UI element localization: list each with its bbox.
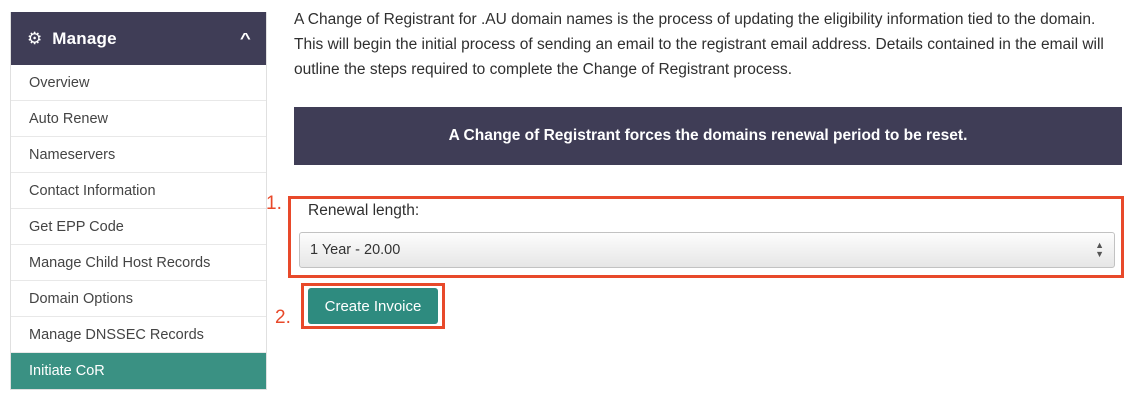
intro-paragraph: A Change of Registrant for .AU domain names is the process of updating the eligibility information tied to the domain. This will begin the initial process of sending an email to the registrant email address. Details contained in the email will outline the steps required to complete the Change of Registrant process. — [294, 11, 1104, 78]
sidebar-item-label: Manage DNSSEC Records — [29, 326, 204, 343]
sidebar-item-manage-child-host-records[interactable] — [11, 245, 266, 281]
spinner-arrows-icon: ▲ ▼ — [1095, 240, 1104, 259]
sidebar-item-initiate-cor[interactable] — [11, 353, 266, 389]
sidebar-item-contact-information[interactable] — [11, 173, 266, 209]
main-content — [294, 0, 1122, 165]
sidebar-item-label: Domain Options — [29, 290, 133, 307]
manage-sidebar — [10, 12, 267, 390]
sidebar-item-auto-renew[interactable] — [11, 101, 266, 137]
sidebar-item-nameservers[interactable] — [11, 137, 266, 173]
create-invoice-button[interactable]: Create Invoice — [308, 288, 438, 324]
step-number-2: 2. — [275, 307, 291, 328]
sidebar-item-label: Initiate CoR — [29, 363, 105, 379]
sidebar-item-manage-dnssec-records[interactable] — [11, 317, 266, 353]
sidebar-item-get-epp-code[interactable] — [11, 209, 266, 245]
sidebar-item-label: Auto Renew — [29, 110, 108, 127]
sidebar-header[interactable] — [11, 12, 266, 65]
sidebar-title: Manage — [52, 28, 117, 48]
gear-icon: ⚙ — [27, 29, 43, 48]
sidebar-item-label: Get EPP Code — [29, 218, 124, 235]
renewal-length-value: 1 Year - 20.00 — [310, 242, 401, 258]
sidebar-item-label: Nameservers — [29, 146, 116, 163]
renewal-reset-notice: A Change of Registrant forces the domains renewal period to be reset. — [294, 107, 1122, 165]
renewal-length-label: Renewal length: — [308, 202, 420, 219]
sidebar-item-label: Overview — [29, 74, 90, 91]
sidebar-item-overview[interactable] — [11, 65, 266, 101]
sidebar-item-label: Contact Information — [29, 182, 156, 199]
sidebar-item-domain-options[interactable] — [11, 281, 266, 317]
sidebar-item-label: Manage Child Host Records — [29, 254, 211, 271]
step-number-1: 1. — [266, 193, 282, 214]
renewal-length-select[interactable] — [299, 232, 1115, 268]
chevron-up-icon[interactable]: ^ — [240, 30, 252, 47]
